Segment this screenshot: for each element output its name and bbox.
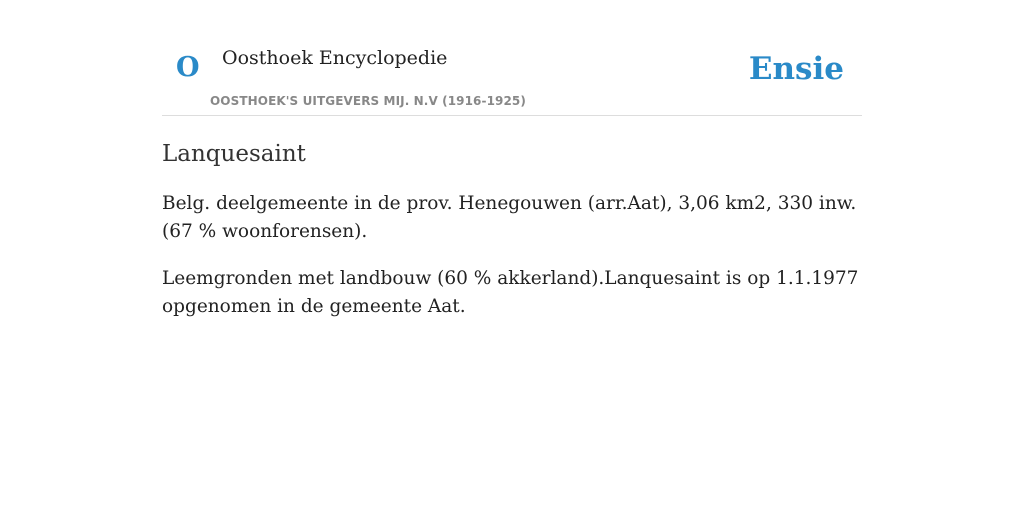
encyclopedia-title-link[interactable]: Oosthoek Encyclopedie xyxy=(222,47,448,69)
article-title: Lanquesaint xyxy=(162,141,306,167)
publisher-label: OOSTHOEK'S UITGEVERS MIJ. N.V (1916-1925) xyxy=(210,94,526,108)
article-paragraph-2: Leemgronden met landbouw (60 % akkerland).Lanquesaint is op 1.1.1977 opgenomen in de gemeente Aat. xyxy=(162,268,859,317)
article-paragraph-1: Belg. deelgemeente in de prov. Henegouwen (arr.Aat), 3,06 km2, 330 inw. (67 % woonforensen). xyxy=(162,193,857,242)
site-header xyxy=(162,0,862,116)
page-container xyxy=(162,0,862,321)
ensie-brand-logo[interactable]: Ensie xyxy=(748,51,844,87)
encyclopedia-logo[interactable]: O xyxy=(176,52,200,83)
